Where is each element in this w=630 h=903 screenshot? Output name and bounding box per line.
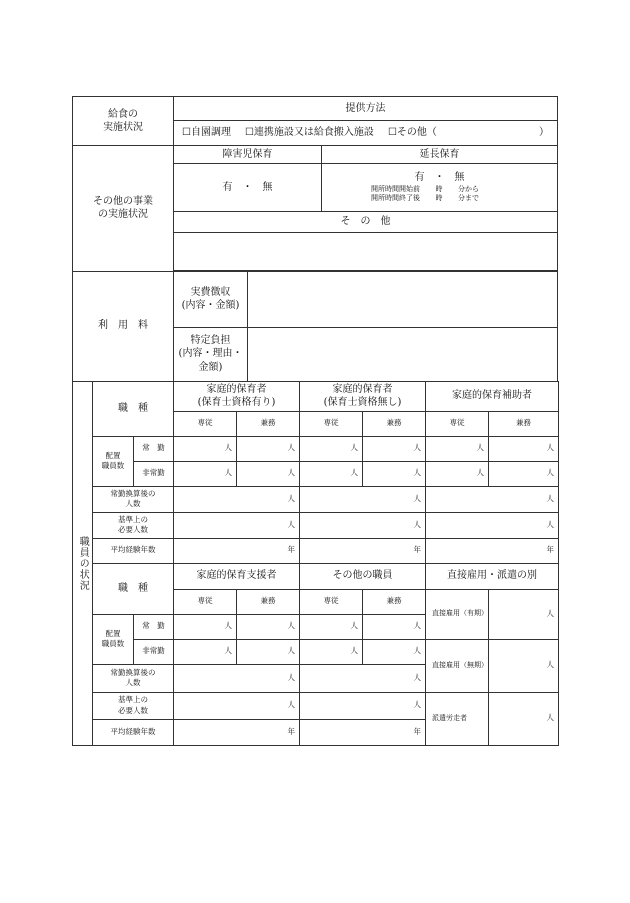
cell-input[interactable]: 人 [174,639,237,664]
col-other-staff: その他の職員 [300,563,426,589]
cell-input[interactable]: 人 [489,589,559,639]
cell-input[interactable]: 人 [174,614,237,639]
cell-input[interactable]: 人 [426,461,489,486]
cell-input[interactable]: 年 [300,719,426,745]
job-type-label-b: 職 種 [93,563,174,614]
required-label-a: 基準上の 必要人数 [93,512,174,538]
cell-input[interactable]: 人 [489,461,559,486]
cell-input[interactable]: 人 [489,436,559,461]
cell-input[interactable]: 人 [174,436,237,461]
cell-input[interactable]: 年 [174,719,300,745]
cell-input[interactable]: 人 [174,512,300,538]
fee-section [72,271,558,382]
staff-count-label-b: 配置 職員数 [93,614,134,664]
direct-fixed-term-label: 直接雇用（有期） [426,589,489,639]
cell-input[interactable]: 人 [300,614,363,639]
direct-permanent-label: 直接雇用（無期） [426,639,489,692]
cell-input[interactable]: 人 [300,486,426,512]
special-charge-label: 特定負担 (内容・理由・ 金額) [174,327,248,381]
staff-count-label-a: 配置 職員数 [93,436,134,486]
cell-input[interactable]: 人 [363,639,426,664]
cell-input[interactable]: 人 [174,692,300,719]
cell-input[interactable]: 人 [363,614,426,639]
fee-label: 利 用 料 [73,271,174,381]
extended-care-header: 延長保育 [322,146,558,164]
cell-input[interactable]: 人 [426,486,559,512]
meal-method-options [174,121,558,146]
fte-label-a: 常勤換算後の 人数 [93,486,174,512]
cell-input[interactable]: 人 [300,512,426,538]
cell-input[interactable]: 人 [300,692,426,719]
cell-input[interactable]: 人 [174,486,300,512]
cell-input[interactable]: 年 [174,538,300,563]
cell-input[interactable]: 人 [237,436,300,461]
avg-years-label-a: 平均経験年数 [93,538,174,563]
job-type-label-a: 職 種 [93,381,174,436]
facility-report-form [72,96,558,746]
cell-input[interactable]: 人 [426,436,489,461]
cell-input[interactable]: 年 [426,538,559,563]
cell-input[interactable]: 人 [363,436,426,461]
cell-input[interactable]: 人 [363,461,426,486]
other-header: そ の 他 [174,212,558,233]
disability-care-yes-no[interactable]: 有 ・ 無 [174,164,322,212]
meal-method-header: 提供方法 [174,97,558,121]
dispatched-worker-label: 派遣労走者 [426,692,489,745]
staff-section-label: 職員の状況 [73,381,93,745]
cell-input[interactable]: 人 [426,512,559,538]
option-own-kitchen[interactable]: ☐自園調理 [182,127,231,139]
actual-cost-input[interactable] [248,271,558,327]
meal-label: 給食の 実施状況 [73,97,174,146]
staff-section: 職員の状況 職 種 家庭的保育者 (保育士資格有り) 家庭的保育者 (保育士資格無し) 家庭的保育補助者 専従 兼務 専従 兼務 専従 兼務 配置 職員数 常 勤 人 人 人 人 人 人 非常勤 人 人 人 人 人 人 常勤換算後の 人数 人 人 人 基準上の 必要人数 人 人 人 平均経験年数 年 年 年 職 種 家庭的保育支援者 その他の職員 直接雇用・派遣の別 専従 兼務 専従 兼務 直接雇用（有期） 人 配置 職員数 常 勤 人 人 人 人 非常勤 人 人 人 人 直接雇用（無期） 人 常勤換算後の 人数 人 人 基準上の 必要人数 人 人 派遣労走者 人 平均経験年数 年 年 [72,381,559,746]
cell-input[interactable]: 人 [489,639,559,692]
col-hoiku-assistant: 家庭的保育補助者 [426,381,559,411]
option-linked-facility[interactable]: ☐連携施設又は給食搬入施設 [244,127,374,139]
option-other-close: ） [539,127,549,139]
meal-section [72,96,558,146]
cell-input[interactable]: 人 [237,639,300,664]
actual-cost-label: 実費徴収 (内容・金額) [174,271,248,327]
fte-label-b: 常勤換算後の 人数 [93,664,174,692]
other-input[interactable] [174,233,558,271]
extended-care-detail: 有 ・ 無 開所時間開始前 時 分から 開所時間終了後 時 分まで [322,164,558,212]
other-services-label: その他の事業 の実施状況 [73,146,174,272]
cell-input[interactable]: 人 [300,664,426,692]
cell-input[interactable]: 人 [174,461,237,486]
disability-care-header: 障害児保育 [174,146,322,164]
other-services-section [72,145,558,272]
option-other[interactable]: ☐その他（ [387,127,437,139]
col-employment-type: 直接雇用・派遣の別 [426,563,559,589]
cell-input[interactable]: 人 [174,664,300,692]
required-label-b: 基準上の 必要人数 [93,692,174,719]
col-hoiku-supporter: 家庭的保育支援者 [174,563,300,589]
col-hoikusha-unlicensed: 家庭的保育者 (保育士資格無し) [300,381,426,411]
cell-input[interactable]: 人 [489,692,559,745]
cell-input[interactable]: 人 [300,639,363,664]
avg-years-label-b: 平均経験年数 [93,719,174,745]
extended-care-yes-no[interactable]: 有 ・ 無 [414,172,465,184]
cell-input[interactable]: 人 [300,436,363,461]
cell-input[interactable]: 人 [300,461,363,486]
cell-input[interactable]: 年 [300,538,426,563]
col-hoikusha-licensed: 家庭的保育者 (保育士資格有り) [174,381,300,411]
cell-input[interactable]: 人 [237,461,300,486]
cell-input[interactable]: 人 [237,614,300,639]
special-charge-input[interactable] [248,327,558,381]
